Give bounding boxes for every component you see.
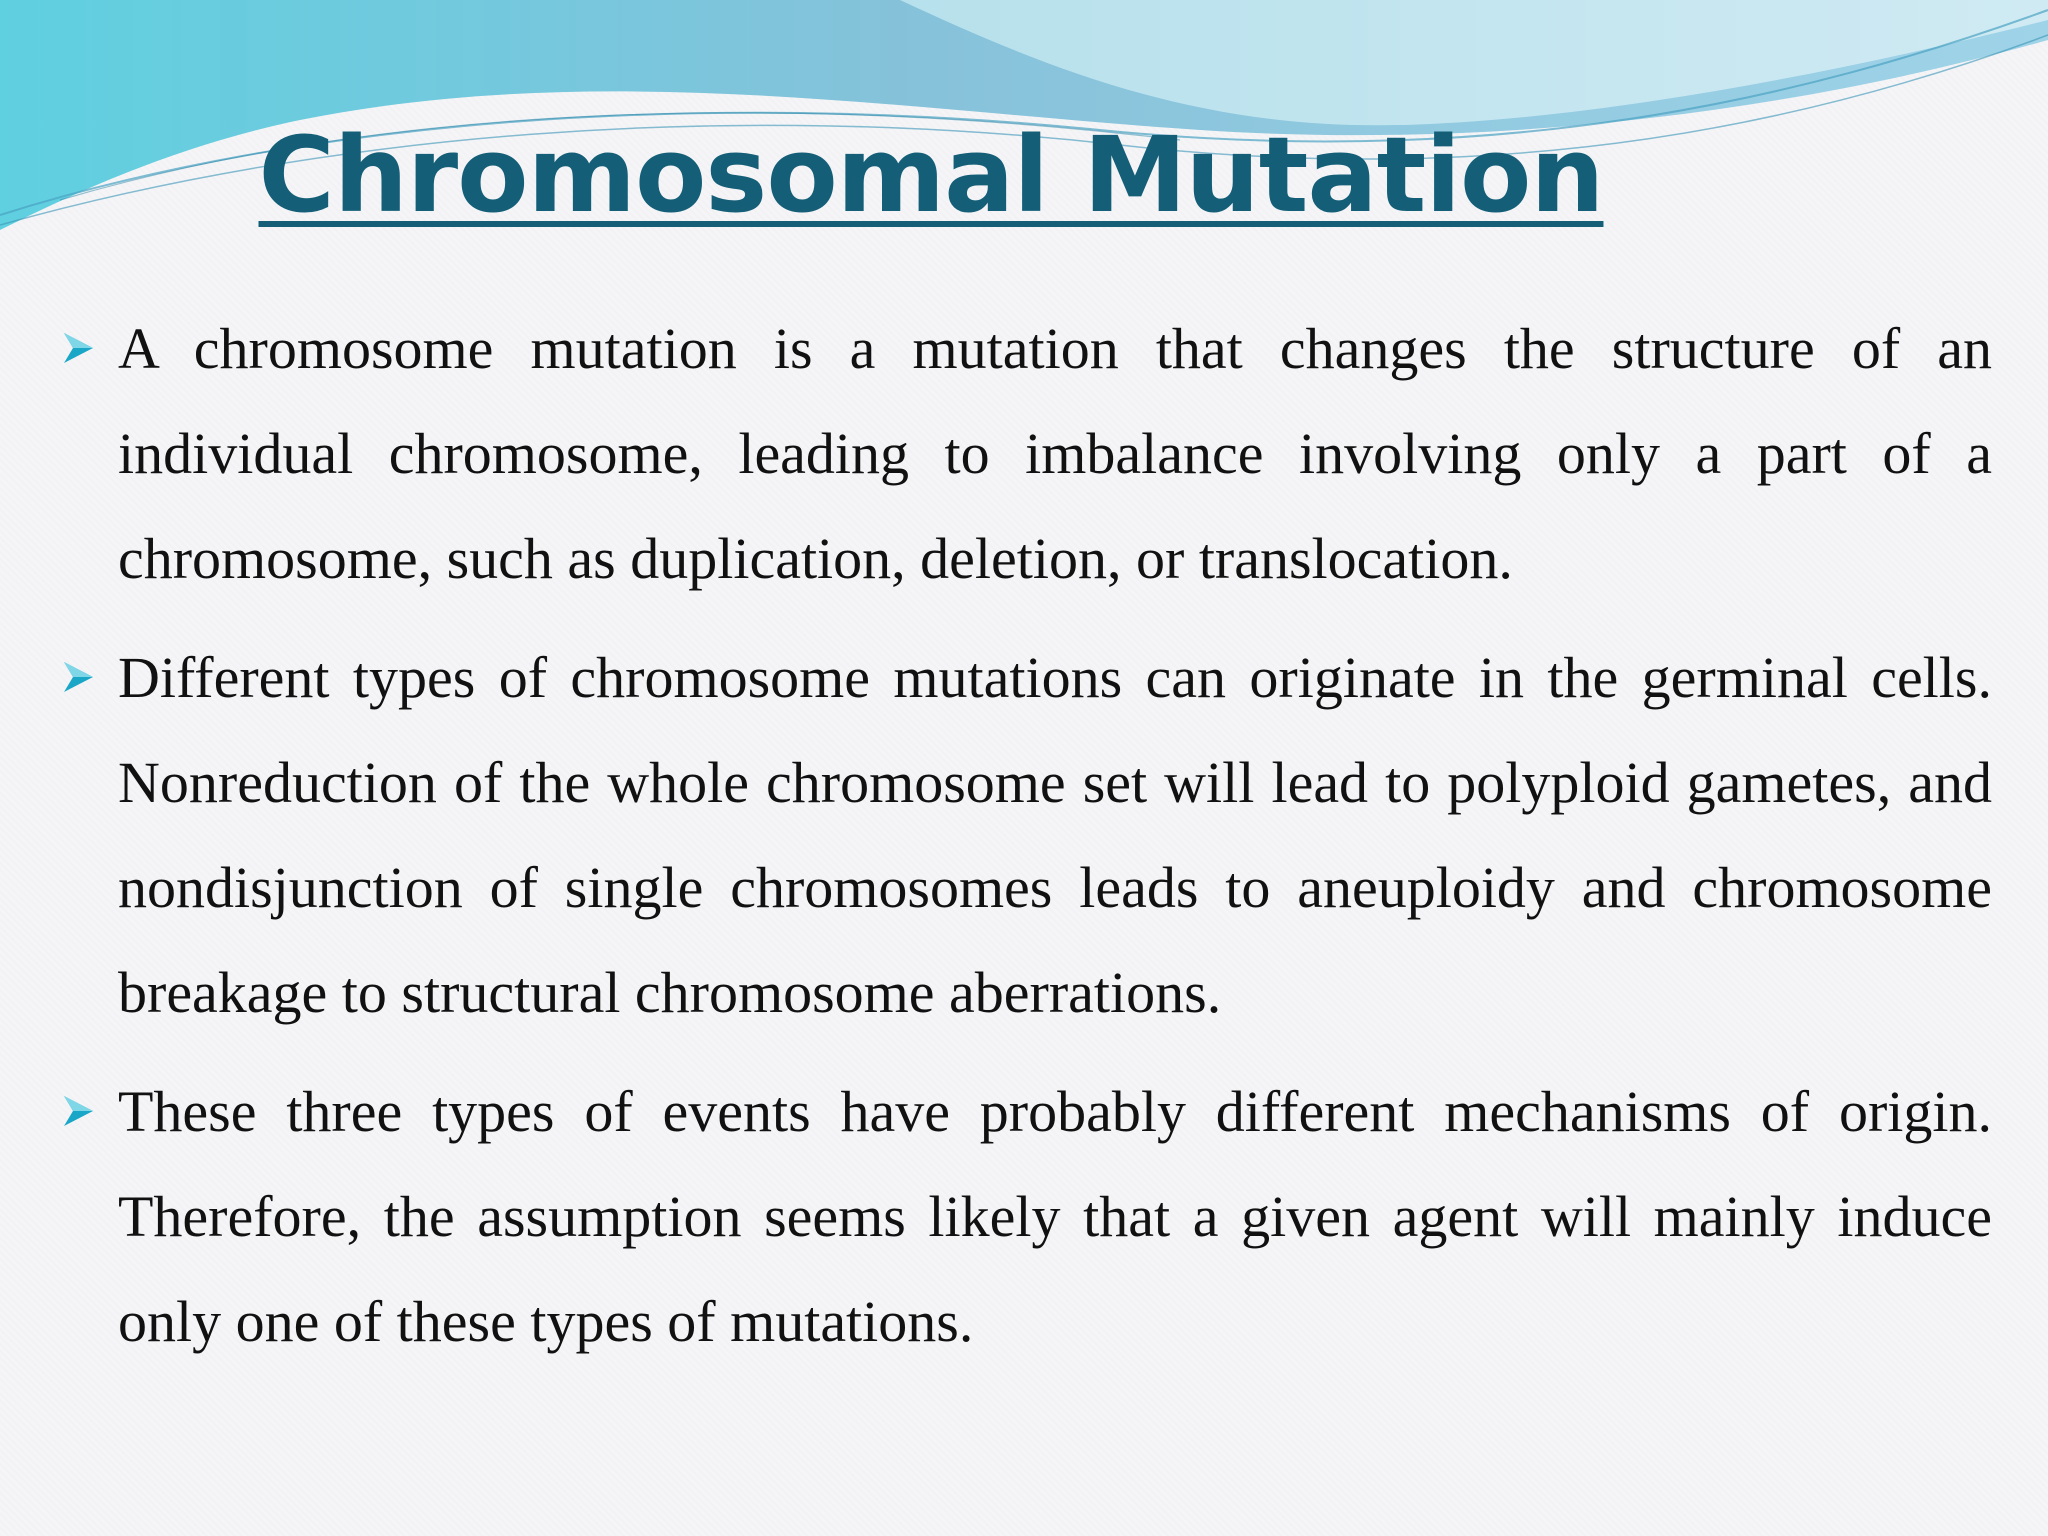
bullet-list [60,296,1992,1388]
bullet-text: These three types of events have probably different mechanisms of origin. Therefore, the assumption seems likely that a given agent will mainly induce only one of these types of mutations. [118,1079,1992,1354]
bullet-text: Different types of chromosome mutations can originate in the germinal cells. Nonreduction of the whole chromosome set will lead to polyploid gametes, and nondisjunction of single chromosomes leads to aneuploidy and chromosome breakage to structural chromosome aberrations. [118,645,1992,1025]
arrow-bullet-icon [60,659,96,695]
arrow-bullet-icon [60,1093,96,1129]
arrow-bullet-icon [60,330,96,366]
bullet-item [60,296,1992,611]
bullet-text: A chromosome mutation is a mutation that changes the structure of an individual chromosome, leading to imbalance involving only a part of a chromosome, such as duplication, deletion, or translocation. [118,316,1992,591]
slide-title-text: Chromosomal Mutation [258,114,1604,236]
bullet-item [60,1059,1992,1374]
slide-title [0,114,1862,236]
bullet-item [60,625,1992,1045]
